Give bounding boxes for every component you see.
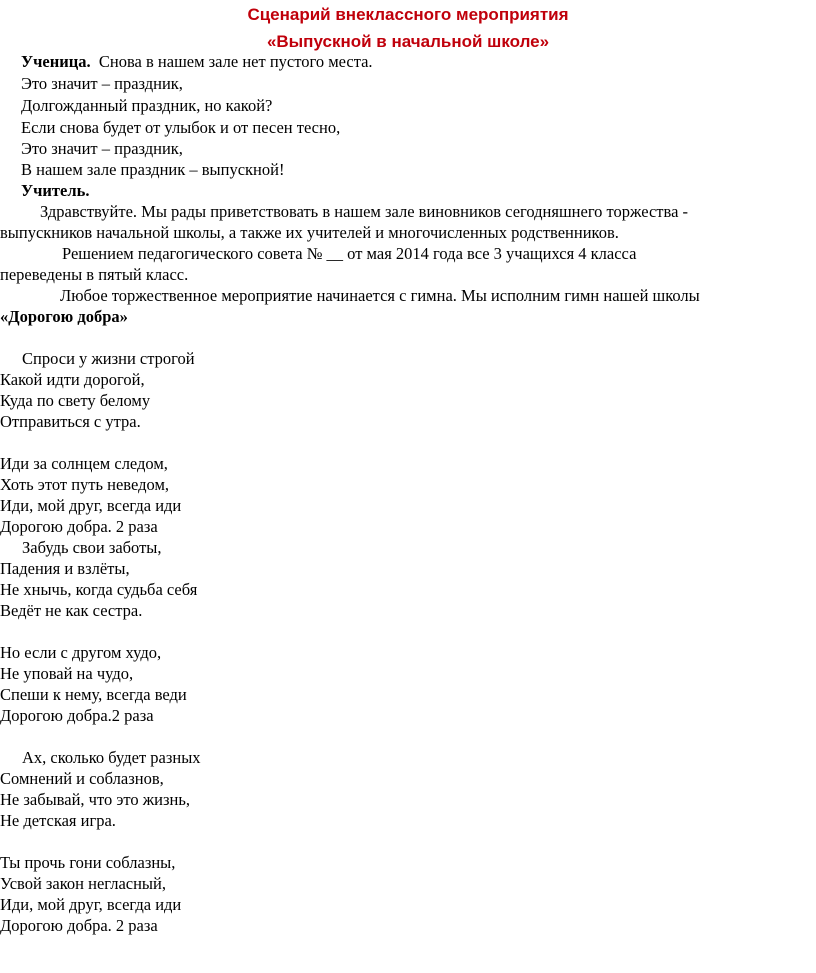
song-line: Иди, мой друг, всегда иди [0, 496, 182, 515]
song-line: Дорогою добра.2 раза [0, 706, 154, 725]
student-line-3: Если снова будет от улыбок и от песен тесно, [21, 118, 341, 137]
song-line: Спеши к нему, всегда веди [0, 685, 187, 704]
song-line: Падения и взлёты, [0, 559, 130, 578]
student-line-4: Это значит – праздник, [21, 139, 183, 158]
song-line: Не хнычь, когда судьба себя [0, 580, 198, 599]
song-line: Не уповай на чудо, [0, 664, 134, 683]
song-line: Ах, сколько будет разных [22, 748, 201, 767]
song-line: Дорогою добра. 2 раза [0, 517, 158, 536]
song-line: Не детская игра. [0, 811, 116, 830]
song-line: Отправиться с утра. [0, 412, 141, 431]
song-line: Сомнений и соблазнов, [0, 769, 164, 788]
song-line: Но если с другом худо, [0, 643, 162, 662]
song-line: Дорогою добра. 2 раза [0, 916, 158, 935]
teacher-paragraph-line-3: Решением педагогического совета № __ от мая 2014 года все 3 учащихся 4 класса [62, 244, 637, 263]
student-line-5: В нашем зале праздник – выпускной! [21, 160, 285, 179]
song-line: Не забывай, что это жизнь, [0, 790, 191, 809]
document-title-line-2: «Выпускной в начальной школе» [266, 32, 550, 51]
song-line: Какой идти дорогой, [0, 370, 145, 389]
student-line-0: Снова в нашем зале нет пустого места. [98, 52, 373, 71]
song-line: Спроси у жизни строгой [22, 349, 195, 368]
teacher-paragraph-line-5: Любое торжественное мероприятие начинается с гимна. Мы исполним гимн нашей школы [60, 286, 700, 305]
song-line: Ты прочь гони соблазны, [0, 853, 176, 872]
teacher-paragraph-line-2: выпускников начальной школы, а также их учителей и многочисленных родственников. [0, 223, 619, 242]
song-line: Иди за солнцем следом, [0, 454, 168, 473]
student-line-2: Долгожданный праздник, но какой? [21, 96, 273, 115]
song-line: Хоть этот путь неведом, [0, 475, 170, 494]
song-line: Усвой закон негласный, [0, 874, 166, 893]
song-line: Ведёт не как сестра. [0, 601, 143, 620]
song-line: Куда по свету белому [0, 391, 151, 410]
anthem-title: «Дорогою добра» [0, 307, 128, 326]
document-title-line-1: Сценарий внеклассного мероприятия [247, 5, 569, 24]
teacher-paragraph-line-4: переведены в пятый класс. [0, 265, 189, 284]
student-speech-first-line [21, 52, 373, 72]
student-line-1: Это значит – праздник, [21, 74, 183, 93]
teacher-paragraph-line-1: Здравствуйте. Мы рады приветствовать в нашем зале виновников сегодняшнего торжества - [40, 202, 689, 221]
song-line: Иди, мой друг, всегда иди [0, 895, 182, 914]
song-line: Забудь свои заботы, [22, 538, 162, 557]
teacher-label: Учитель. [21, 181, 90, 200]
student-label: Ученица. [21, 52, 91, 71]
